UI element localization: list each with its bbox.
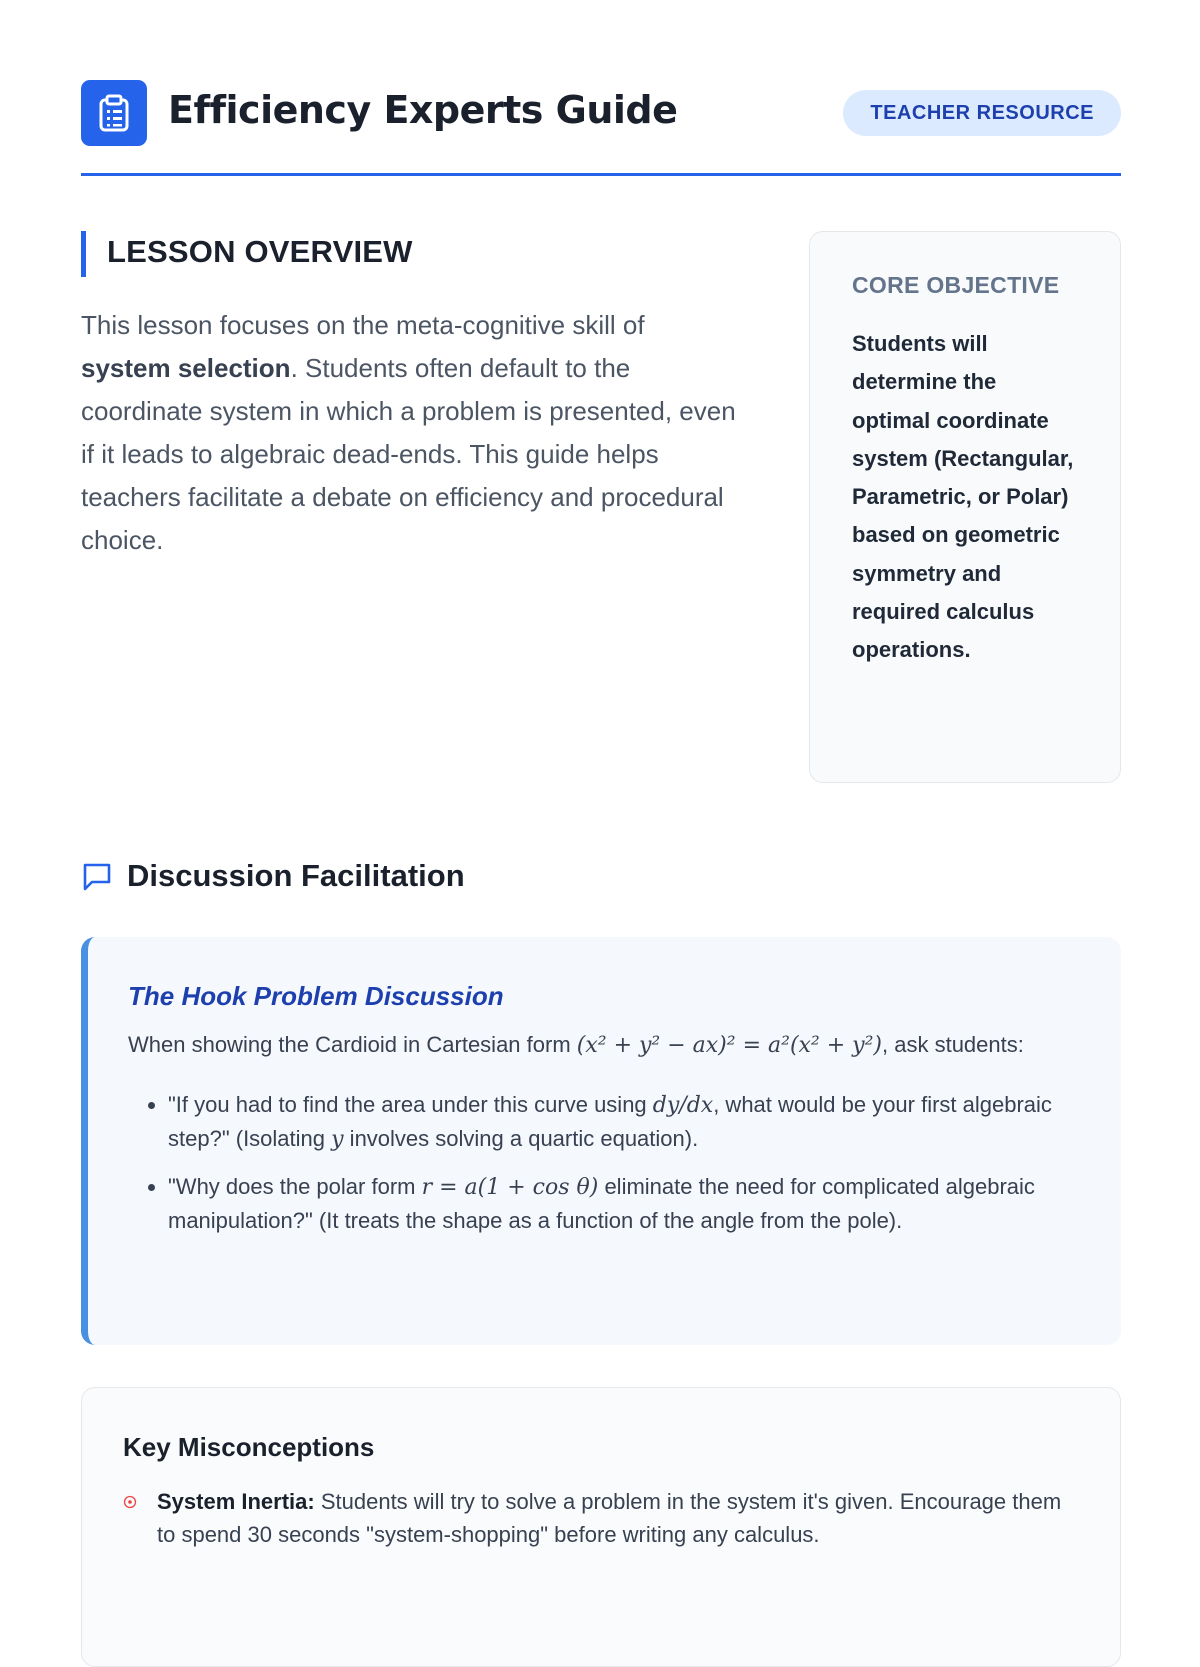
overview-paragraph xyxy=(81,304,741,562)
question-1-start: "If you had to find the area under this curve using xyxy=(168,1092,653,1117)
overview-text-start: This lesson focuses on the meta-cognitive skill of xyxy=(81,310,645,340)
hook-intro-end: , ask students: xyxy=(882,1032,1024,1057)
overview-text-bold: system selection xyxy=(81,353,291,383)
question-2-start: "Why does the polar form xyxy=(168,1174,422,1199)
misconceptions-card xyxy=(81,1387,1121,1667)
section-accent-bar xyxy=(81,231,86,277)
hook-intro-start: When showing the Cardioid in Cartesian form xyxy=(128,1032,577,1057)
header-divider xyxy=(81,173,1121,176)
question-1-middle: , what would be your first algebraic step?" (Isolating xyxy=(168,1092,1052,1151)
list-item xyxy=(168,1170,1077,1237)
alert-circle-icon xyxy=(123,1495,137,1509)
misconception-label: System Inertia: xyxy=(157,1489,315,1514)
misconceptions-heading: Key Misconceptions xyxy=(123,1432,375,1462)
misconception-text: Students will try to solve a problem in the system it's given. Encourage them to spend 30 seconds "system-shopping" before writing any calculus. xyxy=(157,1489,1062,1547)
discussion-heading: Discussion Facilitation xyxy=(127,858,465,893)
objective-text: Students will determine the optimal coordinate system (Rectangular, Parametric, or Polar) based on geometric symmetry and required calculus operations. xyxy=(852,331,1074,663)
hook-intro xyxy=(128,1028,1077,1062)
chat-bubble-icon xyxy=(81,860,113,892)
discussion-question-list xyxy=(128,1088,1077,1237)
hook-title: The Hook Problem Discussion xyxy=(128,981,504,1011)
resource-badge: TEACHER RESOURCE xyxy=(843,90,1121,136)
discussion-header xyxy=(81,856,465,896)
question-2-end: eliminate the need for complicated algebraic manipulation?" (It treats the shape as a function of the angle from the pole). xyxy=(168,1174,1035,1233)
clipboard-icon xyxy=(81,80,147,146)
question-1-end: involves solving a quartic equation). xyxy=(343,1126,699,1151)
derivative-notation: dy/dx xyxy=(652,1093,714,1118)
header xyxy=(81,80,1121,176)
misconception-item xyxy=(123,1485,1080,1551)
page-title: Efficiency Experts Guide xyxy=(168,88,678,132)
list-item xyxy=(168,1088,1077,1156)
cardioid-polar-equation: r = a(1 + cos θ) xyxy=(421,1175,599,1200)
objective-heading: CORE OBJECTIVE xyxy=(852,272,1060,298)
variable-y: y xyxy=(331,1127,344,1152)
core-objective-card xyxy=(809,231,1121,783)
overview-heading: LESSON OVERVIEW xyxy=(107,234,413,269)
cardioid-cartesian-equation: (x² + y² − ax)² = a²(x² + y²) xyxy=(576,1033,883,1058)
overview-text-end: . Students often default to the coordinate system in which a problem is presented, even if it leads to algebraic dead-ends. This guide helps teachers facilitate a debate on efficiency and procedural choice. xyxy=(81,353,736,555)
hook-problem-card xyxy=(81,937,1121,1345)
